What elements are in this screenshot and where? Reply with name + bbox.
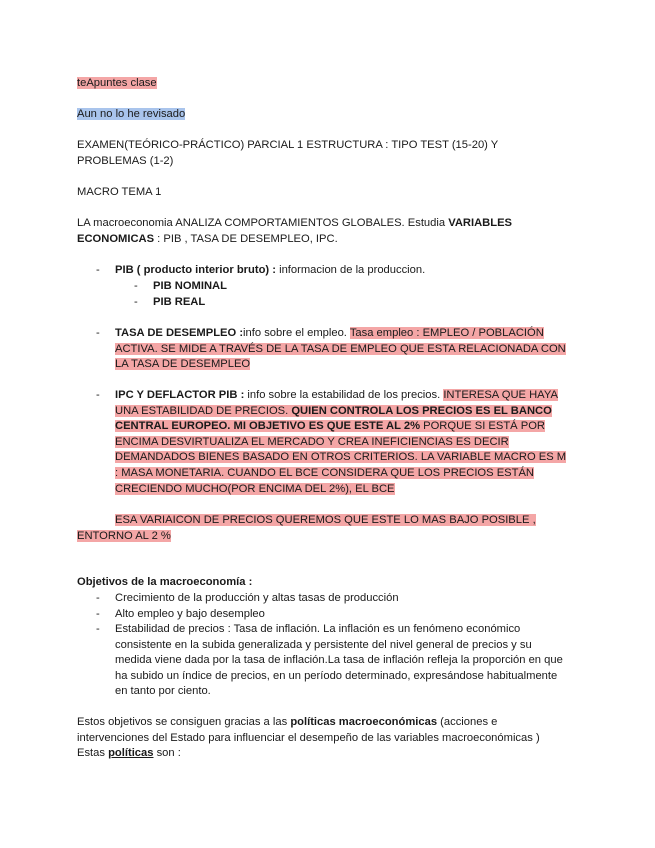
- highlight-revisado: Aun no lo he revisado: [77, 108, 186, 120]
- ipc-title: IPC Y DEFLACTOR PIB :: [115, 389, 245, 401]
- note-revisado: [77, 107, 577, 123]
- objetivo-item: Estabilidad de precios : Tasa de inflación. La inflación es un fenómeno económico consistente en la subida generalizada y persistente del nivel general de precios y su medida viene dada por la tasa de inflación.La tasa de inflación refleja la proporción en que ha subido un índice de precios, en un período determinado, expresándose habitualmente en tanto por ciento.: [115, 623, 563, 698]
- politicas-underlined: políticas: [108, 747, 154, 760]
- desempleo-item: TASA DE DESEMPLEO :info sobre el empleo. Tasa empleo : EMPLEO / POBLACIÓN ACTIVA. SE MIDE A TRAVÉS DE LA TASA DE EMPLEO QUE ESTA RELACIONADA CON LA TASA DE DESEMPLEO: [115, 327, 566, 371]
- objetivo-item: Alto empleo y bajo desempleo: [115, 608, 265, 620]
- ipc-highlight-2: PORQUE SI ESTÁ POR ENCIMA DESVIRTUALIZA EL MERCADO Y CREA INEFICIENCIAS ES DECIR DEMANDADOS BIENES BASADO EN OTROS CRITERIOS. LA VARIABLE MACRO ES M : MASA MONETARIA. CUANDO EL BCE CONSIDERA QUE LOS PRECIOS ESTÁN CRECIENDO MUCHO(POR ENCIMA DEL 2%), EL BCE: [115, 420, 567, 495]
- pib-nominal: PIB NOMINAL: [153, 280, 227, 292]
- desempleo-title: TASA DE DESEMPLEO :: [115, 327, 244, 339]
- pib-title: PIB ( producto interior bruto) :: [115, 264, 276, 276]
- objetivo-item: Crecimiento de la producción y altas tasas de producción: [115, 592, 399, 604]
- ipc-highlight-1: INTERESA QUE HAYA UNA ESTABILIDAD DE PRECIOS.: [115, 389, 558, 417]
- highlight-apuntes: teApuntes clase: [77, 77, 157, 89]
- bullet-desempleo: -: [96, 327, 100, 339]
- pib-real: PIB REAL: [153, 296, 206, 308]
- bullet-pib: -: [96, 264, 100, 276]
- bullet-objetivo-2: -: [96, 608, 100, 620]
- variacion-paragraph: [77, 513, 557, 544]
- variacion-highlight: ESA VARIAICON DE PRECIOS QUEREMOS QUE ESTE LO MAS BAJO POSIBLE , ENTORNO AL 2 %: [77, 514, 536, 542]
- politicas-term: políticas macroeconómicas: [290, 716, 438, 728]
- topic-heading: MACRO TEMA 1: [77, 186, 162, 198]
- pib-item: PIB ( producto interior bruto) : informacion de la produccion.: [115, 264, 426, 276]
- bullet-pib-nominal: -: [134, 280, 138, 292]
- bullet-objetivo-1: -: [96, 592, 100, 604]
- ipc-item: IPC Y DEFLACTOR PIB : info sobre la estabilidad de los precios. INTERESA QUE HAYA UNA ESTABILIDAD DE PRECIOS. QUIEN CONTROLA LOS PRECIOS ES EL BANCO CENTRAL EUROPEO. MI OBJETIVO ES QUE ESTE AL 2% PORQUE SI ESTÁ POR ENCIMA DESVIRTUALIZA EL MERCADO Y CREA INEFICIENCIAS ES DECIR DEMANDADOS BIENES BASADO EN OTROS CRITERIOS. LA VARIABLE MACRO ES M : MASA MONETARIA. CUANDO EL BCE CONSIDERA QUE LOS PRECIOS ESTÁN CRECIENDO MUCHO(POR ENCIMA DEL 2%), EL BCE: [115, 389, 567, 495]
- intro-paragraph: LA macroeconomia ANALIZA COMPORTAMIENTOS GLOBALES. Estudia VARIABLES ECONOMICAS : PIB , TASA DE DESEMPLEO, IPC.: [77, 217, 513, 245]
- politicas-paragraph: Estos objetivos se consiguen gracias a las políticas macroeconómicas (acciones e intervenciones del Estado para influenciar el desempeño de las variables macroeconómicas ) Estas políticas son :: [77, 716, 540, 760]
- bullet-objetivo-3: -: [96, 623, 100, 635]
- desempleo-highlight: Tasa empleo : EMPLEO / POBLACIÓN ACTIVA. SE MIDE A TRAVÉS DE LA TASA DE EMPLEO QUE ESTA RELACIONADA CON LA TASA DE DESEMPLEO: [115, 327, 566, 371]
- objetivos-heading: Objetivos de la macroeconomía :: [77, 576, 253, 588]
- exam-structure: EXAMEN(TEÓRICO-PRÁCTICO) PARCIAL 1 ESTRUCTURA : TIPO TEST (15-20) Y PROBLEMAS (1-2): [77, 139, 499, 167]
- note-apuntes: [77, 76, 577, 92]
- variables-term: VARIABLES ECONOMICAS: [77, 217, 513, 245]
- bullet-pib-real: -: [134, 296, 138, 308]
- ipc-highlight-bold: QUIEN CONTROLA LOS PRECIOS ES EL BANCO CENTRAL EUROPEO. MI OBJETIVO ES QUE ESTE AL 2%: [115, 404, 552, 433]
- bullet-ipc: -: [96, 389, 100, 401]
